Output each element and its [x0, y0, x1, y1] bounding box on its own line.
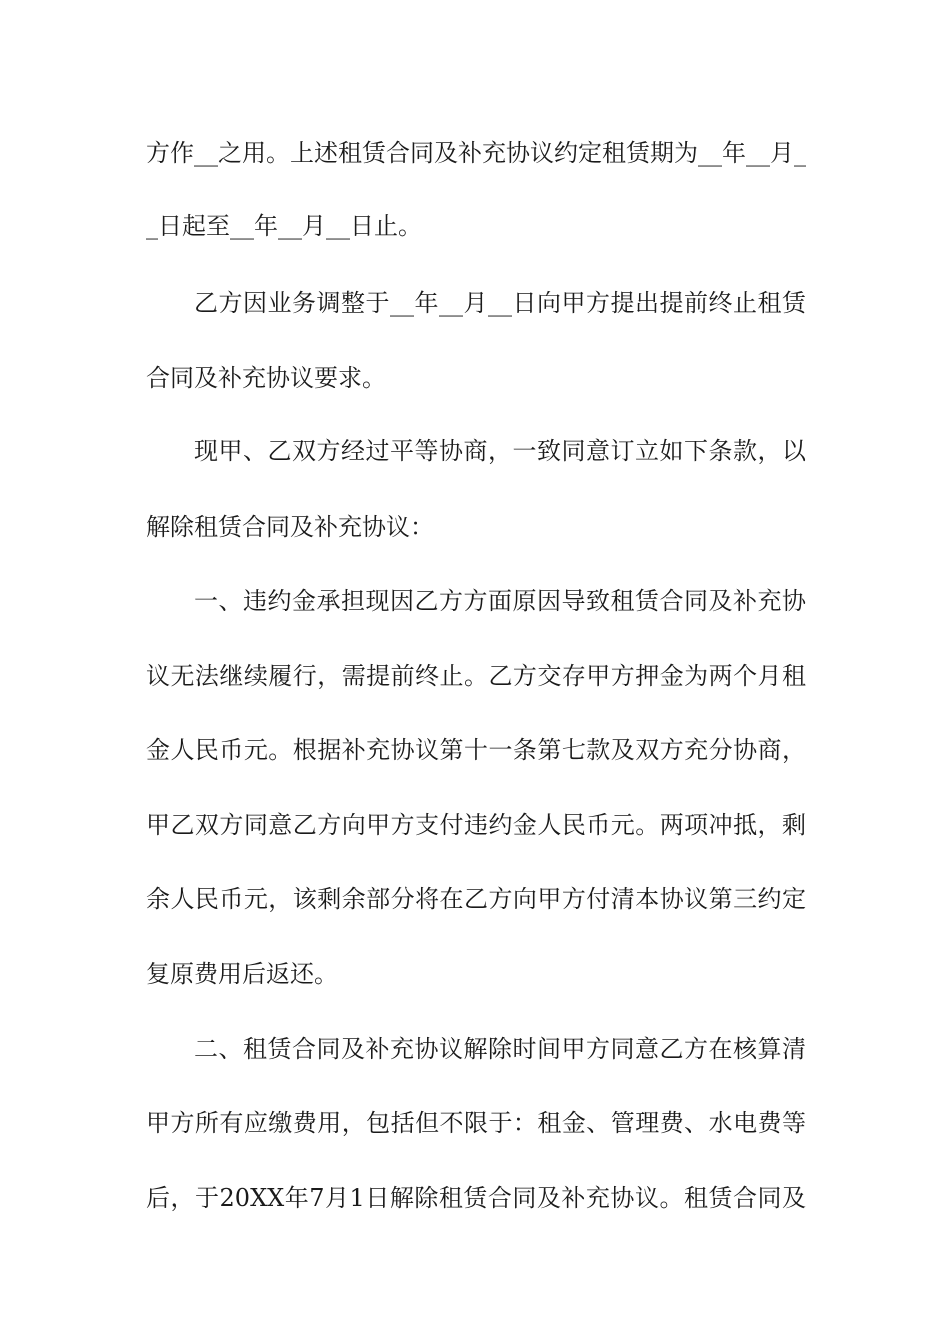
paragraph-line: _日起至__年__月__日止。: [146, 212, 422, 240]
paragraph-line: 余人民币元，该剩余部分将在乙方向甲方付清本协议第三约定: [146, 885, 806, 913]
paragraph-line: 复原费用后返还。: [146, 960, 338, 988]
paragraph-line: 甲乙双方同意乙方向甲方支付违约金人民币元。两项冲抵，剩: [146, 811, 806, 839]
paragraph-line: 二、租赁合同及补充协议解除时间甲方同意乙方在核算清: [194, 1035, 806, 1063]
paragraph-line: 现甲、乙双方经过平等协商，一致同意订立如下条款，以: [194, 437, 806, 465]
paragraph-line: 议无法继续履行，需提前终止。乙方交存甲方押金为两个月租: [146, 662, 806, 690]
paragraph-line: 方作__之用。上述租赁合同及补充协议约定租赁期为__年__月_: [146, 139, 806, 167]
paragraph-line: 一、违约金承担现因乙方方面原因导致租赁合同及补充协: [194, 587, 806, 615]
paragraph-line: 后，于20XX年7月1日解除租赁合同及补充协议。租赁合同及: [146, 1184, 806, 1212]
paragraph-line: 合同及补充协议要求。: [146, 364, 386, 392]
paragraph-line: 乙方因业务调整于__年__月__日向甲方提出提前终止租赁: [194, 289, 806, 317]
paragraph-line: 金人民币元。根据补充协议第十一条第七款及双方充分协商，: [146, 736, 806, 764]
paragraph-line: 甲方所有应缴费用，包括但不限于：租金、管理费、水电费等: [146, 1109, 806, 1137]
paragraph-line: 解除租赁合同及补充协议：: [146, 513, 434, 541]
